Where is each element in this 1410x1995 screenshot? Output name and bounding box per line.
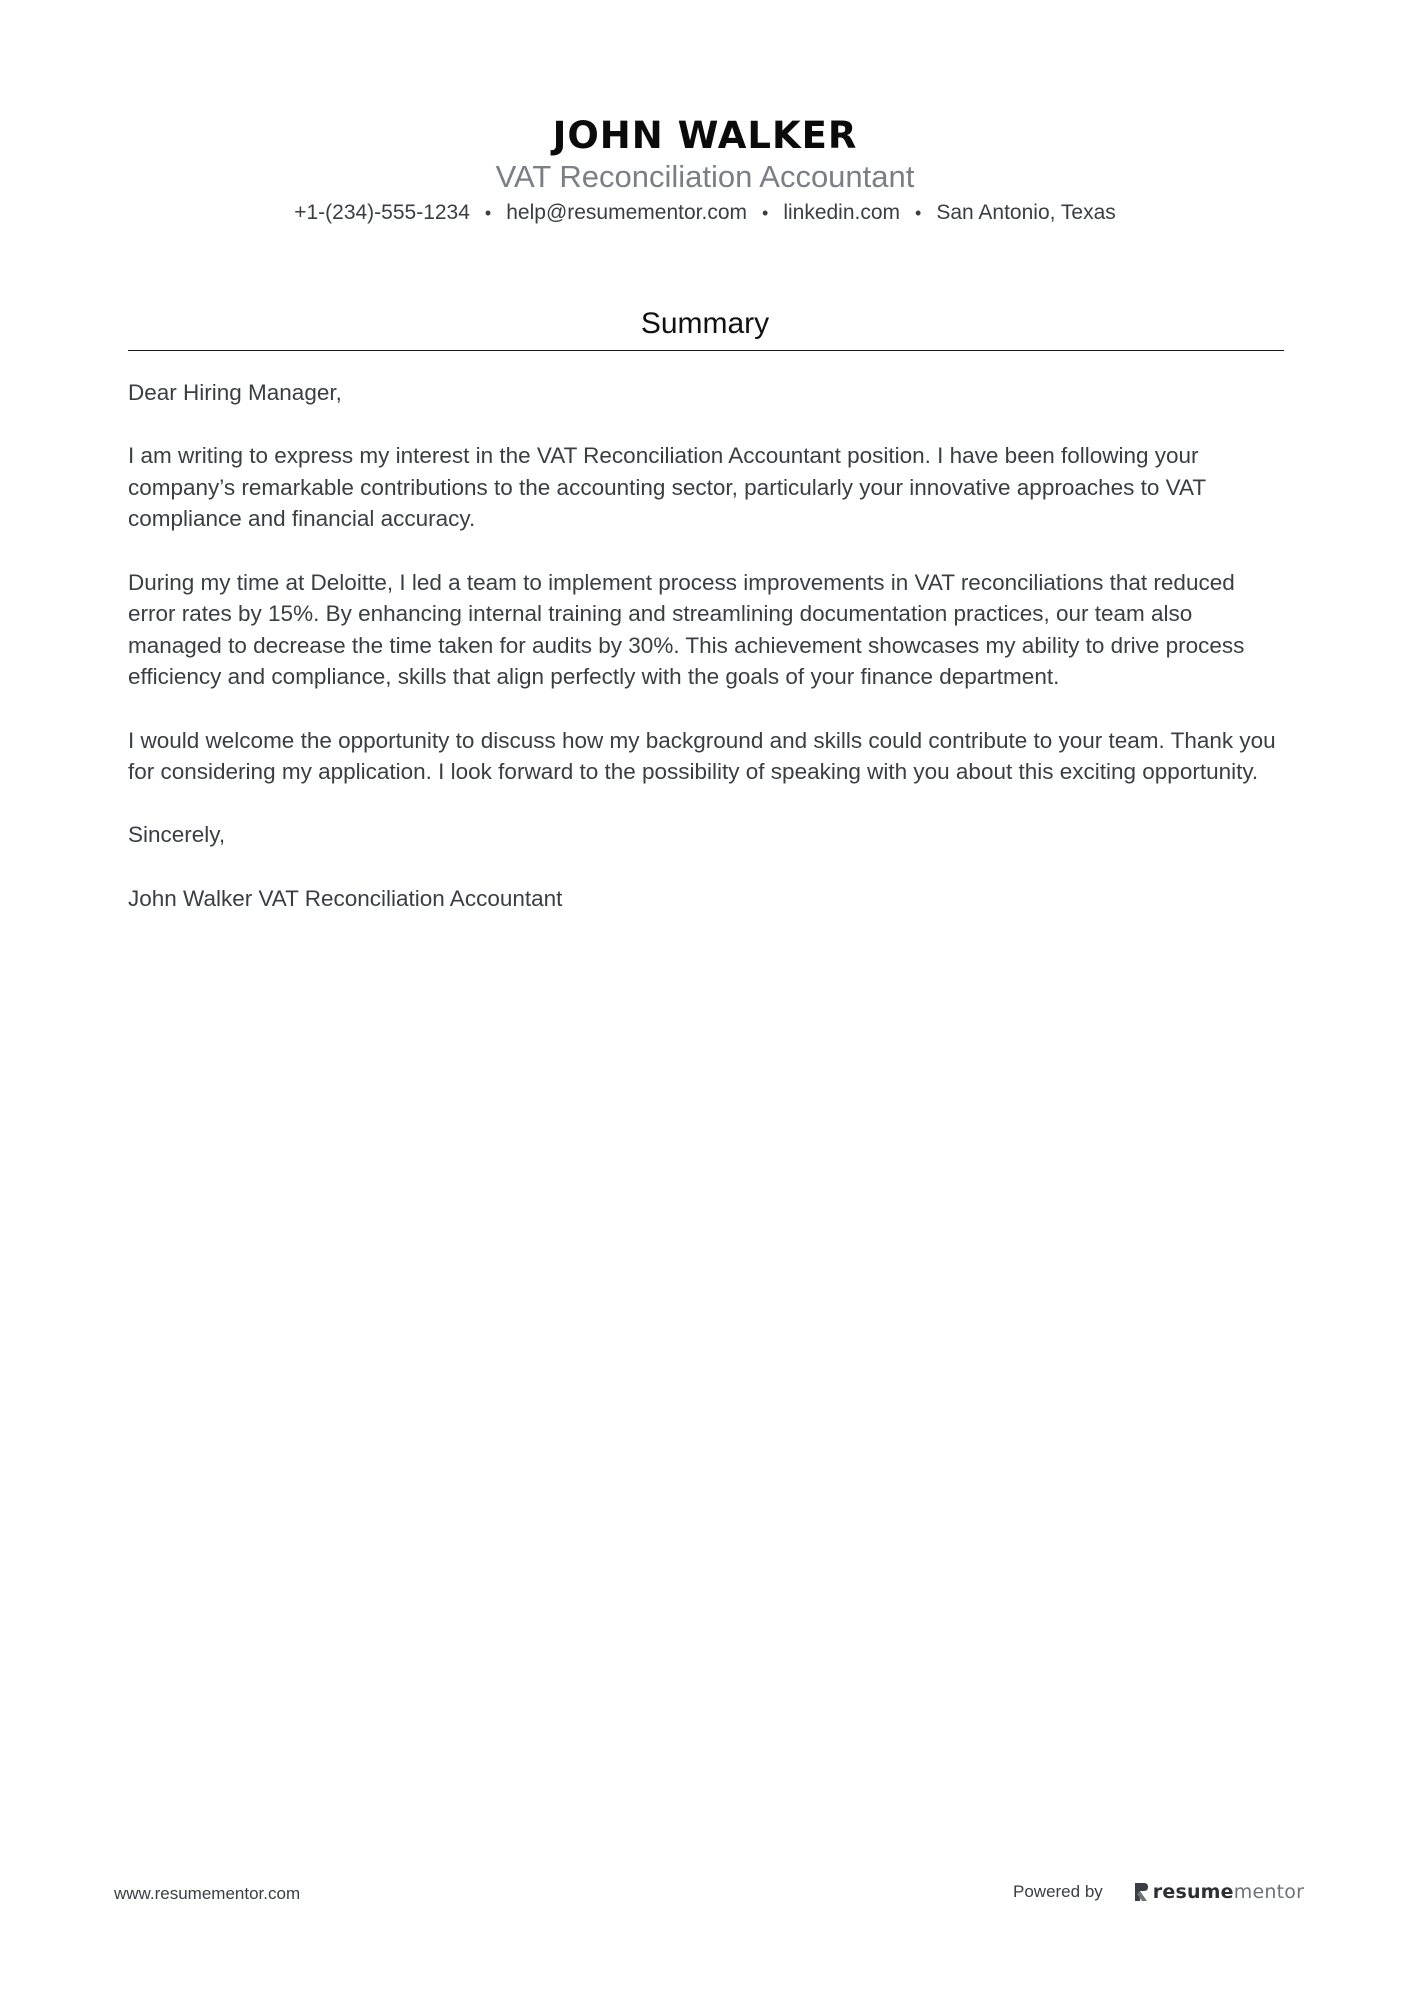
location: San Antonio, Texas <box>936 201 1116 224</box>
letter-body <box>128 377 1288 946</box>
separator-dot: • <box>915 203 922 223</box>
letter-paragraph-1: I am writing to express my interest in the VAT Reconciliation Accountant position. I have been following your company’s remarkable contributions to the accounting sector, particularly your innovative approaches to VAT compliance and financial accuracy. <box>128 443 1206 532</box>
letter-paragraph-2: During my time at Deloitte, I led a team to implement process improvements in VAT reconciliations that reduced error rates by 15%. By enhancing internal training and streamlining documentation practices, our team also managed to decrease the time taken for audits by 30%. This achievement showcases my ability to drive process efficiency and compliance, skills that align perfectly with the goals of your finance department. <box>128 569 1245 690</box>
footer-branding <box>1013 1881 1304 1903</box>
salutation: Dear Hiring Manager, <box>128 380 342 405</box>
resumementor-logo-icon <box>1133 1881 1149 1903</box>
linkedin-link[interactable]: linkedin.com <box>783 201 901 224</box>
brand-logo[interactable] <box>1133 1881 1304 1903</box>
candidate-name: JOHN WALKER <box>552 114 858 157</box>
brand-name-light: mentor <box>1233 1881 1305 1903</box>
brand-name-strong: resume <box>1152 1881 1234 1903</box>
separator-dot: • <box>762 203 769 223</box>
closing: Sincerely, <box>128 822 226 848</box>
brand-name <box>1153 1881 1304 1903</box>
job-title: VAT Reconciliation Accountant <box>495 159 915 194</box>
phone-number: +1-(234)-555-1234 <box>294 201 470 224</box>
footer-website[interactable]: www.resumementor.com <box>114 1884 301 1903</box>
contact-line <box>0 198 1410 228</box>
signature: John Walker VAT Reconciliation Accountant <box>128 885 563 911</box>
separator-dot: • <box>484 203 492 223</box>
email-link[interactable]: help@resumementor.com <box>506 201 747 224</box>
header <box>0 112 1410 228</box>
section-divider <box>128 350 1284 351</box>
powered-by-label: Powered by <box>1013 1882 1103 1901</box>
section-title-summary: Summary <box>640 307 770 340</box>
letter-paragraph-3: I would welcome the opportunity to discuss how my background and skills could contribute to your team. Thank you for considering my application. I look forward to the possibility of speaking with you about this exciting opportunity. <box>128 727 1276 785</box>
